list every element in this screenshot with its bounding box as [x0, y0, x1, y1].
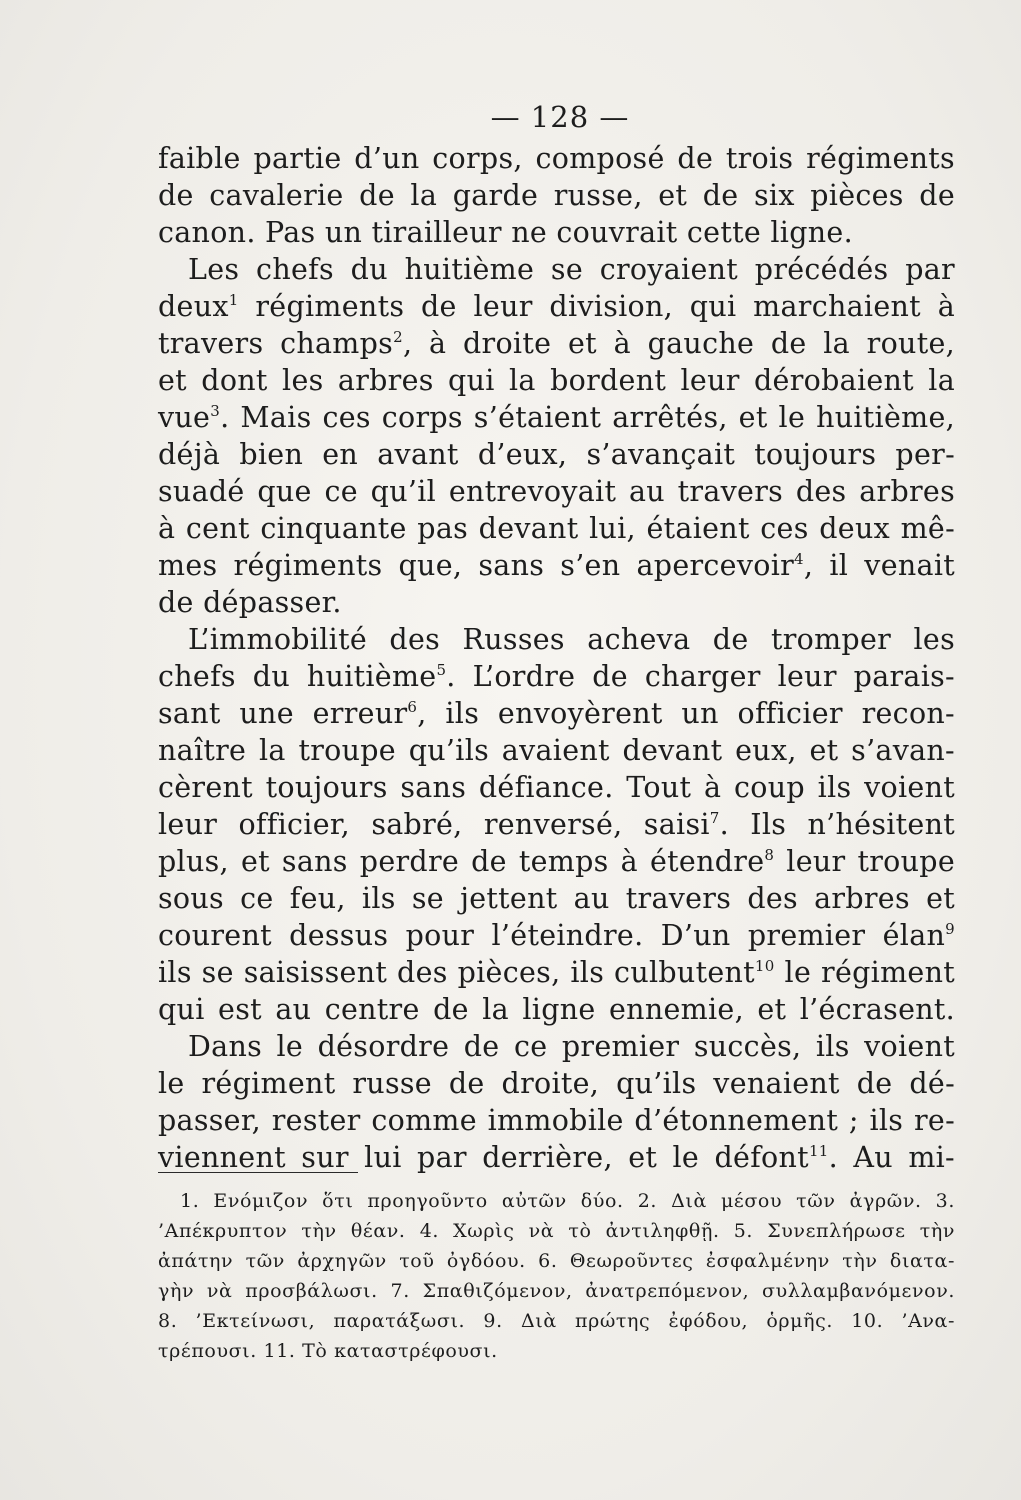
- text-run: naître la troupe qu’ils avaient devant eux, et s’avan-: [158, 734, 955, 767]
- text-line: [158, 325, 955, 362]
- footnote-marker: 2: [393, 328, 403, 346]
- text-line: [158, 954, 955, 991]
- text-line: [158, 695, 955, 732]
- text-run: mes régiments que, sans s’en apercevoir: [158, 549, 795, 582]
- text-run: vue: [158, 401, 211, 434]
- footnote-marker: 4: [794, 550, 804, 568]
- footnote-marker: 10: [754, 957, 775, 975]
- text-line: [158, 880, 955, 917]
- text-run: cèrent toujours sans défiance. Tout à coup ils voient: [158, 771, 955, 804]
- text-run: , à droite et à gauche de la route,: [402, 327, 955, 360]
- text-run: et dont les arbres qui la bordent leur dérobaient la: [158, 364, 955, 397]
- text-run: canon. Pas un tirailleur ne couvrait cette ligne.: [158, 216, 853, 249]
- text-run: qui est au centre de la ligne ennemie, et l’écrasent.: [158, 993, 955, 1026]
- text-run: , il venait: [803, 549, 955, 582]
- text-line: [158, 658, 955, 695]
- footnote-line: 8. ’Εκτείνωσι, παρατάξωσι. 9. Διὰ πρώτης ἐφόδου, ὁρμῆς. 10. ’Ανα-: [158, 1310, 955, 1332]
- text-line: [158, 177, 955, 214]
- text-line: [158, 1102, 955, 1139]
- text-line: [158, 362, 955, 399]
- footnote-line: γὴν νὰ προσβάλωσι. 7. Σπαθιζόμενον, ἀνατρεπόμενον, συλλαμβανόμενον.: [158, 1280, 955, 1302]
- text-line: [158, 251, 955, 288]
- text-run: de cavalerie de la garde russe, et de six pièces de: [158, 179, 955, 212]
- text-run: deux: [158, 290, 229, 323]
- text-run: faible partie d’un corps, composé de trois régiments: [158, 142, 955, 175]
- text-run: viennent sur lui par derrière, et le défont: [158, 1141, 809, 1174]
- text-line: [158, 621, 955, 658]
- footnote-marker: 11: [808, 1142, 829, 1160]
- footnote-line: ἀπάτην τῶν ἀρχηγῶν τοῦ ὀγδόου. 6. Θεωροῦντες ἐσφαλμένην τὴν διατα-: [158, 1250, 955, 1272]
- page-number: — 128 —: [490, 100, 630, 134]
- footnote-line: ’Απέκρυπτον τὴν θέαν. 4. Χωρὶς νὰ τὸ ἀντιληφθῇ. 5. Συνεπλήρωσε τὴν: [158, 1220, 955, 1242]
- text-run: Les chefs du huitième se croyaient précédés par: [188, 253, 955, 286]
- text-run: sant une erreur: [158, 697, 408, 730]
- text-line: [158, 1139, 955, 1176]
- text-run: . Mais ces corps s’étaient arrêtés, et le huitième,: [220, 401, 955, 434]
- text-run: plus, et sans perdre de temps à étendre: [158, 845, 765, 878]
- text-line: [158, 436, 955, 473]
- text-run: Dans le désordre de ce premier succès, ils voient: [188, 1030, 955, 1063]
- text-line: [158, 140, 955, 177]
- footnote-separator: [158, 1172, 358, 1173]
- text-run: leur officier, sabré, renversé, saisi: [158, 808, 710, 841]
- text-line: [158, 547, 955, 584]
- footnote-line: 1. Ενόμιζον ὅτι προηγοῦντο αὐτῶν δύο. 2. Διὰ μέσου τῶν ἀγρῶν. 3.: [180, 1190, 955, 1212]
- text-run: sous ce feu, ils se jettent au travers des arbres et: [158, 882, 955, 915]
- text-line: [158, 510, 955, 547]
- text-line: [158, 473, 955, 510]
- text-run: le régiment: [774, 956, 955, 989]
- text-line: [158, 732, 955, 769]
- text-line: [158, 1065, 955, 1102]
- text-line: [158, 917, 955, 954]
- text-run: chefs du huitième: [158, 660, 437, 693]
- footnote-marker: 1: [228, 291, 239, 309]
- footnote-marker: 3: [210, 402, 221, 420]
- footnote-line: τρέπουσι. 11. Τὸ καταστρέφουσι.: [158, 1340, 498, 1362]
- text-line: [158, 1028, 955, 1065]
- text-line: [158, 288, 955, 325]
- footnote-marker: 7: [709, 809, 720, 827]
- text-line: [158, 843, 955, 880]
- text-run: leur troupe: [774, 845, 955, 878]
- text-line: [158, 214, 955, 251]
- body-text: [158, 140, 955, 1176]
- text-run: régiments de leur division, qui marchaient à: [238, 290, 955, 323]
- text-run: . Ils n’hésitent: [719, 808, 955, 841]
- text-run: passer, rester comme immobile d’étonnement ; ils re-: [158, 1104, 955, 1137]
- text-run: courent dessus pour l’éteindre. D’un premier élan: [158, 919, 946, 952]
- text-run: suadé que ce qu’il entrevoyait au travers des arbres: [158, 475, 955, 508]
- text-run: déjà bien en avant d’eux, s’avançait toujours per-: [158, 438, 955, 471]
- text-line: [158, 806, 955, 843]
- footnote-marker: 9: [945, 920, 955, 938]
- text-run: L’immobilité des Russes acheva de tromper les: [188, 623, 955, 656]
- footnotes: [158, 1186, 955, 1366]
- text-line: [158, 769, 955, 806]
- text-line: [158, 584, 955, 621]
- footnote-marker: 5: [436, 661, 447, 679]
- footnote-marker: 6: [407, 698, 418, 716]
- text-run: ils se saisissent des pièces, ils culbutent: [158, 956, 755, 989]
- text-run: travers champs: [158, 327, 394, 360]
- text-line: [158, 991, 955, 1028]
- text-run: . L’ordre de charger leur parais-: [446, 660, 955, 693]
- text-run: . Au mi-: [828, 1141, 955, 1174]
- text-run: , ils envoyèrent un officier recon-: [417, 697, 955, 730]
- text-run: de dépasser.: [158, 586, 342, 619]
- text-line: [158, 399, 955, 436]
- text-run: à cent cinquante pas devant lui, étaient ces deux mê-: [158, 512, 955, 545]
- footnote-marker: 8: [764, 846, 775, 864]
- text-run: le régiment russe de droite, qu’ils venaient de dé-: [158, 1067, 955, 1100]
